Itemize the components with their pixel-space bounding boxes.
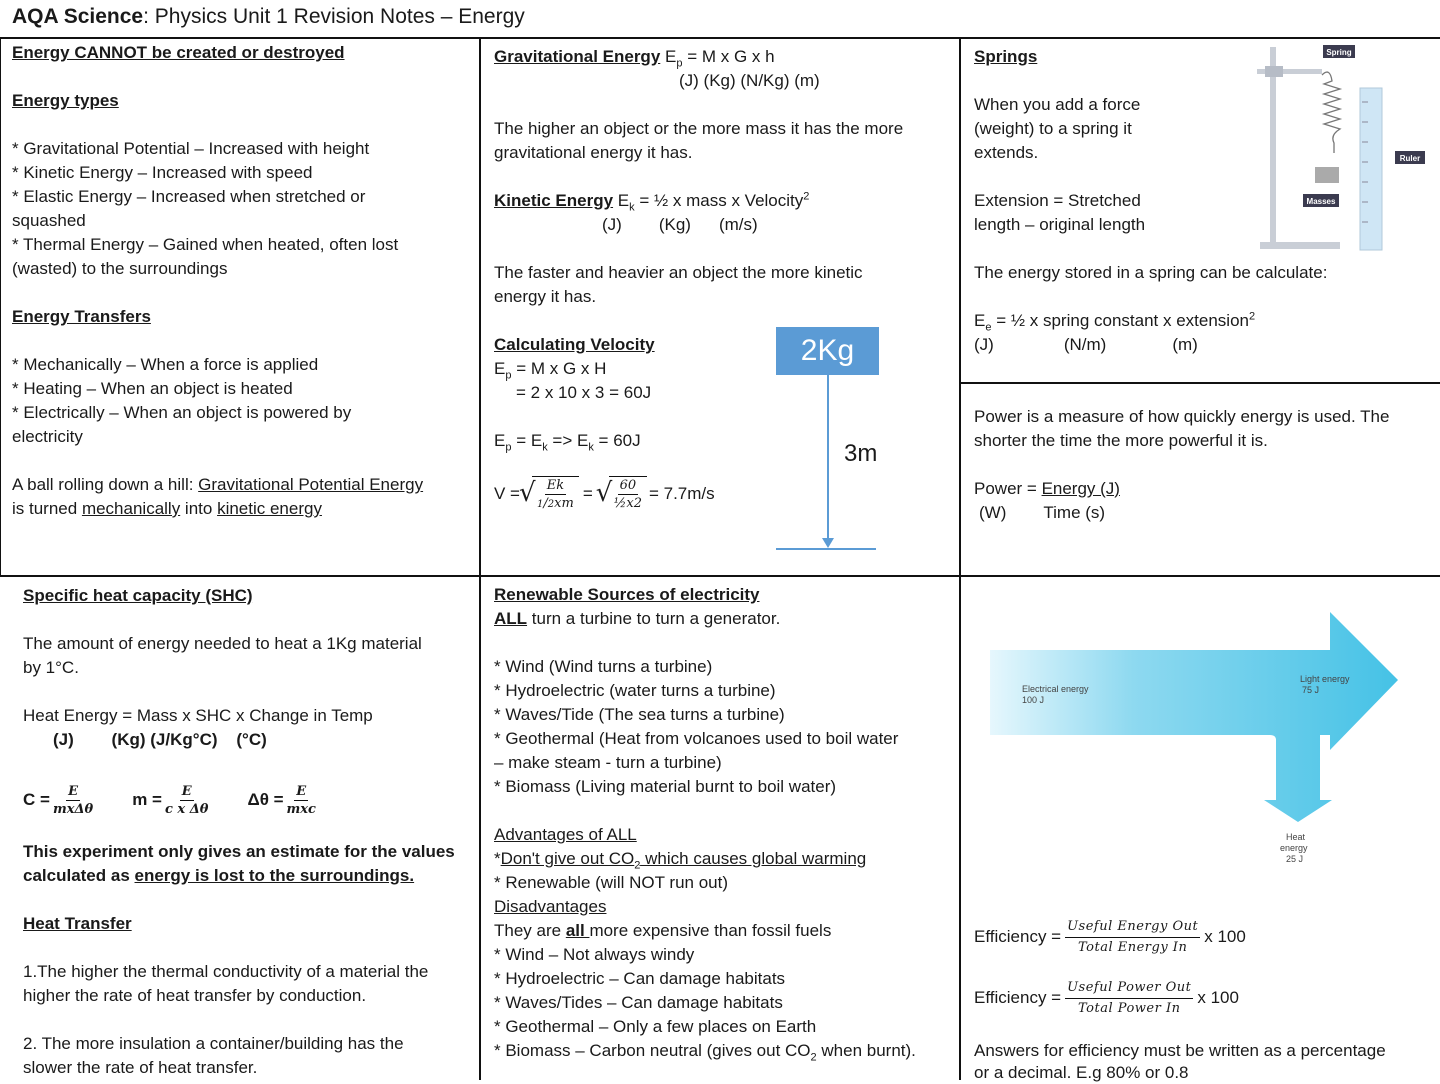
text: energy it has. — [494, 287, 597, 306]
list-item: * Kinetic Energy – Increased with speed — [12, 163, 313, 182]
example-line: is turned mechanically into kinetic energy — [12, 499, 322, 518]
list-item: * Thermal Energy – Gained when heated, often lost — [12, 235, 399, 254]
svg-text:Masses: Masses — [1306, 197, 1336, 206]
svg-text:energy: energy — [1280, 843, 1308, 853]
units: (J) (Kg) (m/s) — [602, 215, 758, 234]
list-item: (wasted) to the surroundings — [12, 259, 228, 278]
list-item: * Mechanically – When a force is applied — [12, 355, 319, 374]
heading: Advantages of ALL — [494, 825, 637, 844]
text: The faster and heavier an object the more kinetic — [494, 263, 863, 282]
sankey-diagram — [980, 600, 1410, 880]
list-item: * Renewable (will NOT run out) — [494, 873, 728, 892]
divider — [959, 37, 961, 1080]
text: higher the rate of heat transfer by conduction. — [23, 986, 367, 1005]
power-equation: Power = Energy (J) — [974, 479, 1120, 498]
list-item: * Gravitational Potential – Increased with height — [12, 139, 370, 158]
list-item: * Wind – Not always windy — [494, 945, 695, 964]
text: slower the rate of heat transfer. — [23, 1058, 258, 1077]
heading: Calculating Velocity — [494, 335, 655, 354]
text: This experiment only gives an estimate for the values — [23, 842, 455, 861]
drop-arrow — [827, 375, 829, 543]
text: (weight) to a spring it — [974, 119, 1132, 138]
efficiency-energy-formula: Efficiency = Useful Energy Out Total Energy In x 100 — [974, 918, 1246, 955]
list-item: * Biomass – Carbon neutral (gives out $CO_2$ when burnt). — [494, 1041, 916, 1064]
list-item: * Geothermal – Only a few places on Earth — [494, 1017, 817, 1036]
svg-text:Heat: Heat — [1286, 832, 1306, 842]
units: (J) (N/m) (m) — [974, 335, 1198, 354]
heading: Heat Transfer — [23, 914, 132, 933]
divider — [0, 37, 1, 577]
heading: Energy types — [12, 91, 119, 110]
svg-text:Ruler: Ruler — [1399, 154, 1421, 163]
list-item: * Waves/Tides – Can damage habitats — [494, 993, 783, 1012]
text: length – original length — [974, 215, 1146, 234]
velocity-formula: V = √ $\frac{Ek}{1/2xm}$ = √ $\frac{60}{\text{½x2}}$ = 7.7m/s — [494, 465, 903, 523]
svg-text:Light energy: Light energy — [1300, 674, 1350, 684]
text: Power is a measure of how quickly energy is used. The — [974, 407, 1390, 426]
efficiency-power-formula: Efficiency = Useful Power Out Total Power In x 100 — [974, 979, 1239, 1016]
efficiency-note — [974, 1040, 1386, 1084]
list-item: * Electrically – When an object is powered by — [12, 403, 352, 422]
text: extends. — [974, 143, 1039, 162]
renewables-section — [494, 583, 916, 1063]
list-item: * Geothermal (Heat from volcanoes used to boil water — [494, 729, 899, 748]
svg-text:Spring: Spring — [1326, 48, 1352, 57]
heading: Energy CANNOT be created or destroyed — [12, 43, 345, 62]
calc-line: $E_p = E_k => E_k = 60J$ — [494, 431, 641, 454]
ke-equation: Kinetic Energy $E_k$ = ½ x mass x Velocity$^2$ — [494, 190, 810, 214]
spring-apparatus-diagram — [1245, 42, 1435, 254]
list-item: * Elastic Energy – Increased when stretched or — [12, 187, 366, 206]
list-item: electricity — [12, 427, 83, 446]
heading: Renewable Sources of electricity — [494, 585, 760, 604]
divider — [0, 575, 1440, 577]
divider — [479, 37, 481, 1080]
mass-box: 2Kg — [776, 327, 879, 375]
calc-line: $E_p = M$ x G x H — [494, 359, 607, 382]
list-item: * Heating – When an object is heated — [12, 379, 293, 398]
height-label: 3m — [844, 440, 878, 467]
list-item: squashed — [12, 211, 86, 230]
text: Extension = Stretched — [974, 191, 1141, 210]
list-item: *Don't give out $CO_2$ which causes global warming — [494, 849, 867, 872]
text: 1.The higher the thermal conductivity of a material the — [23, 962, 429, 981]
text: Answers for efficiency must be written as a percentage — [974, 1041, 1386, 1060]
units: (W) Time (s) — [979, 503, 1106, 522]
text: or a decimal. E.g 80% or 0.8 — [974, 1063, 1189, 1082]
text: 2. The more insulation a container/building has the — [23, 1034, 404, 1053]
list-item: * Waves/Tide (The sea turns a turbine) — [494, 705, 785, 724]
heading: Disadvantages — [494, 897, 607, 916]
units: (J) (Kg) (N/Kg) (m) — [679, 71, 820, 90]
text: gravitational energy it has. — [494, 143, 693, 162]
calc-line: = 2 x 10 x 3 = 60J — [516, 383, 652, 402]
text: ALL turn a turbine to turn a generator. — [494, 609, 781, 628]
gravitational-kinetic-section — [494, 45, 903, 523]
text: When you add a force — [974, 95, 1141, 114]
page-title: AQA Science: Physics Unit 1 Revision Notes – Energy — [12, 5, 525, 28]
text: The energy stored in a spring can be calculate: — [974, 263, 1328, 282]
shc-section — [23, 584, 455, 1080]
ground-line — [776, 548, 876, 550]
list-item: * Biomass (Living material burnt to boil water) — [494, 777, 837, 796]
list-item: – make steam - turn a turbine) — [494, 753, 722, 772]
svg-text:25 J: 25 J — [1286, 854, 1304, 864]
list-item: * Hydroelectric (water turns a turbine) — [494, 681, 776, 700]
example-line: A ball rolling down a hill: Gravitational Potential Energy — [12, 475, 424, 494]
heading: Energy Transfers — [12, 307, 151, 326]
list-item: * Hydroelectric – Can damage habitats — [494, 969, 786, 988]
arrow-head-icon — [822, 538, 834, 548]
svg-text:100 J: 100 J — [1022, 695, 1045, 705]
energy-section — [12, 41, 423, 521]
divider — [960, 382, 1440, 384]
text: The higher an object or the more mass it has the more — [494, 119, 904, 138]
text: They are all more expensive than fossil fuels — [494, 921, 832, 940]
text: shorter the time the more powerful it is. — [974, 431, 1268, 450]
text: The amount of energy needed to heat a 1Kg material — [23, 634, 422, 653]
svg-text:75 J: 75 J — [1302, 685, 1320, 695]
gpe-equation: Gravitational Energy $E_p = M$ x G x h — [494, 47, 775, 70]
text: by 1°C. — [23, 658, 79, 677]
heading: Specific heat capacity (SHC) — [23, 586, 253, 605]
units: (J) (Kg) (J/Kg°C) (°C) — [53, 730, 267, 749]
list-item: * Wind (Wind turns a turbine) — [494, 657, 713, 676]
power-section — [974, 405, 1389, 525]
shc-formulas: C = $\frac{E}{\text{mxΔθ}}$ m = $\frac{E}{\text{c x Δθ}}$ Δθ = $\frac{E}{\text{mxc}}$ — [23, 783, 316, 817]
svg-text:Electrical energy: Electrical energy — [1022, 684, 1089, 694]
text: calculated as energy is lost to the surroundings. — [23, 866, 415, 885]
heading: Springs — [974, 47, 1038, 66]
text: Heat Energy = Mass x SHC x Change in Temp — [23, 706, 373, 725]
spring-equation: $E_e$ = ½ x spring constant x extension$^2$ — [974, 310, 1256, 334]
